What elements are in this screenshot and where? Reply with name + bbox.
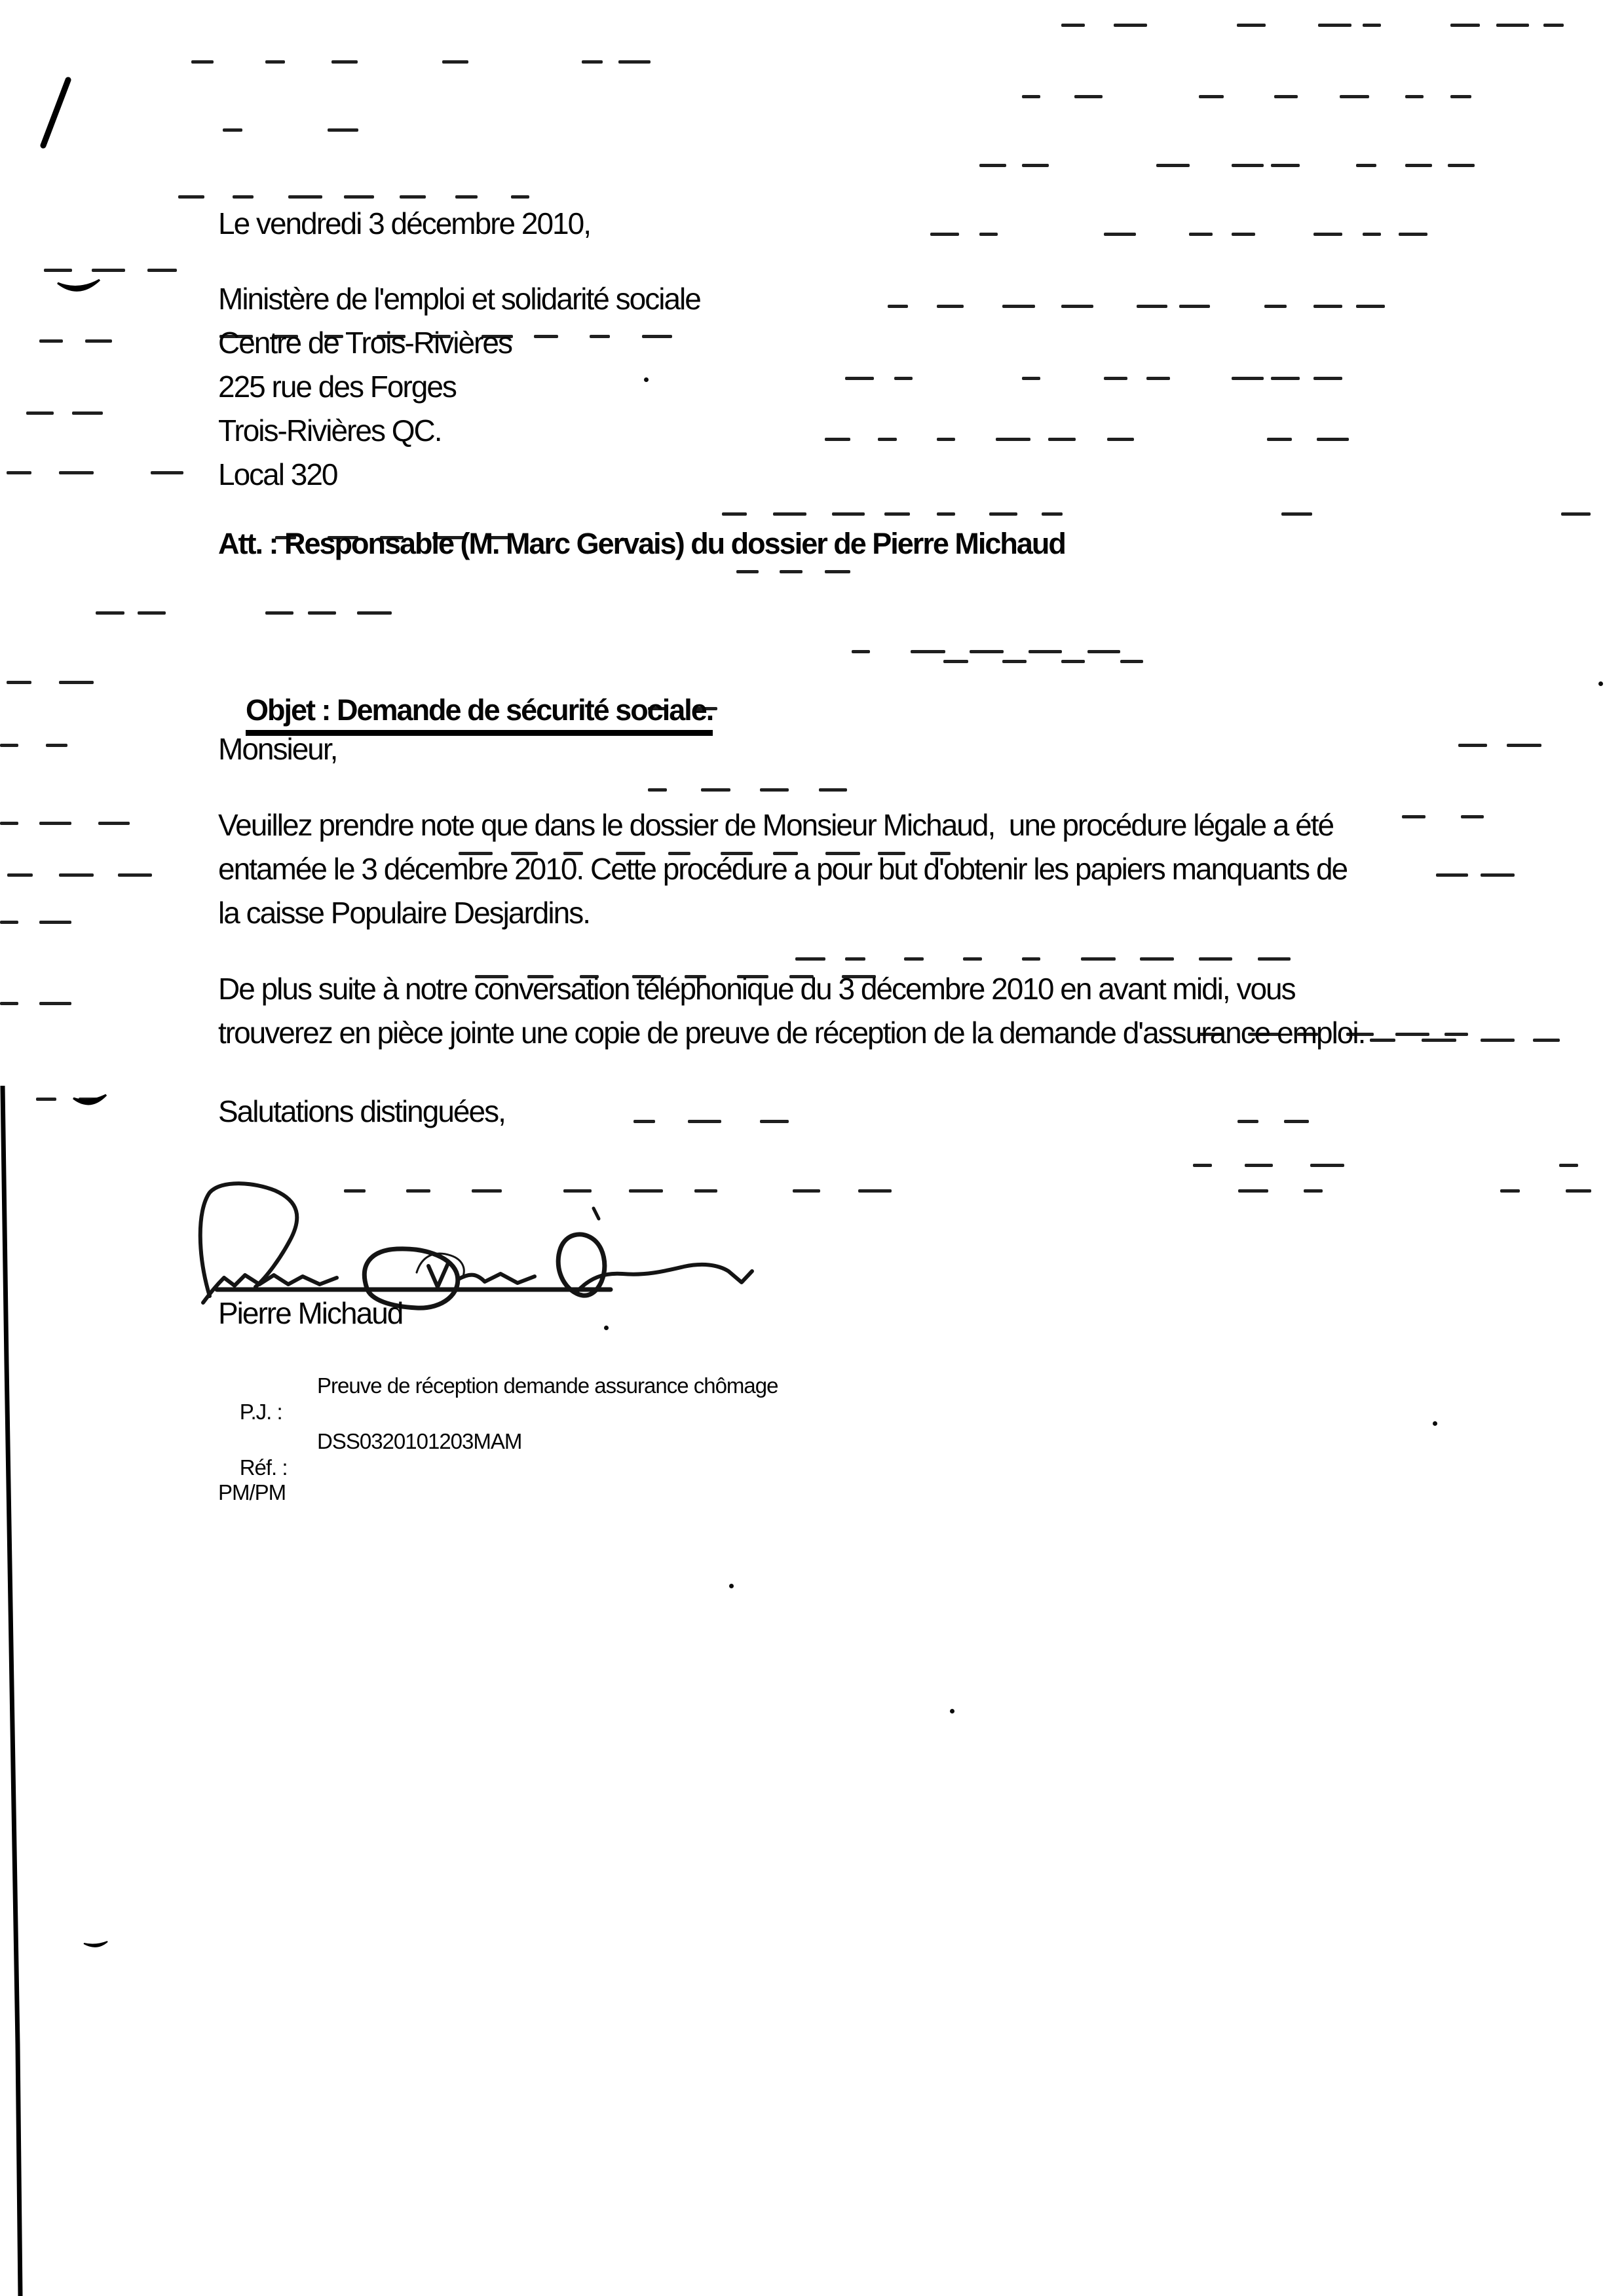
scan-dash [44,269,72,272]
scan-dash [760,788,789,792]
scan-dash [79,1098,99,1101]
scan-dash [1264,305,1287,308]
scan-dash [819,788,847,792]
scan-dash [858,1189,892,1193]
scan-dash [937,512,955,516]
scan-dash [1232,164,1264,167]
scan-dash [1281,512,1312,516]
scan-dash [1061,24,1085,27]
reference-label: Réf. : [239,1455,288,1480]
scan-dash [1193,1164,1212,1167]
scan-dash [1533,1039,1560,1042]
scan-dash [1566,1189,1591,1193]
scan-dash [832,512,865,516]
scan-dash [773,512,806,516]
scan-dash [72,411,103,415]
scan-dash [1179,305,1210,308]
scan-dash [825,570,850,573]
scan-dash [328,128,358,132]
scan-dash [1002,305,1035,308]
scan-dash [937,438,955,441]
scan-dash [344,195,374,199]
scan-dash [223,128,242,132]
recipient-line-street: 225 rue des Forges [218,370,456,404]
scan-dash [904,957,924,961]
scan-dash [1258,957,1291,961]
scan-dash [1022,164,1049,167]
scan-dash [308,611,336,615]
scan-dash [118,873,152,877]
scan-dash [1271,377,1300,380]
scan-dash [989,512,1017,516]
scan-dash [1304,1189,1323,1193]
recipient-address [218,277,700,497]
subject-line-text: Objet : Demande de sécurité sociale. [246,693,713,736]
scan-dash [98,822,130,825]
scan-dash [96,611,124,615]
scan-dash [344,1189,366,1193]
scan-dash [793,1189,820,1193]
scan-dash [1284,1120,1309,1123]
scan-dash [331,60,358,64]
scan-dash [1114,24,1147,27]
scan-dash [39,921,71,924]
scan-dash [979,164,1006,167]
scan-dash [760,1120,789,1123]
body-paragraph-1 [218,803,1347,935]
scan-dash [1104,377,1127,380]
scan-dash [1199,95,1224,98]
scan-dash [1507,744,1541,747]
scan-dot [950,1709,954,1713]
scan-dash [979,233,998,236]
scan-dash [1318,24,1351,27]
scan-dash [1313,377,1342,380]
scan-dash [59,681,94,684]
scan-dash [1104,233,1136,236]
scan-dash [1313,233,1342,236]
scan-dash [1461,815,1484,818]
scan-dash [1238,1189,1268,1193]
scan-dash [1022,377,1040,380]
scan-dash [963,957,982,961]
scan-dash [884,512,910,516]
scan-dash [455,195,478,199]
scan-dot [729,1584,734,1588]
scan-dash [357,611,392,615]
scan-dash [582,60,603,64]
scan-dash [1370,1039,1395,1042]
scan-dash [1405,95,1424,98]
scan-dash [0,822,18,825]
attention-line: Att. : Responsable (M. Marc Gervais) du dossier de Pierre Michaud [218,527,1065,560]
scan-dash [288,195,322,199]
scan-dash [1199,957,1232,961]
scan-dash [1120,660,1143,663]
scan-dash [878,438,897,441]
scan-dash [0,921,18,924]
scan-dash [36,1098,56,1101]
date-line: Le vendredi 3 décembre 2010, [218,206,590,240]
scan-dash [1061,305,1093,308]
scan-dash [943,660,968,663]
scan-dash [845,377,874,380]
closing-line: Salutations distinguées, [218,1094,505,1128]
scan-dash [265,60,285,64]
scan-dash [1450,24,1480,27]
scan-dash [970,650,1004,653]
scan-dash [629,1189,663,1193]
paragraph-line: la caisse Populaire Desjardins. [218,896,590,930]
scan-dash [1448,164,1475,167]
scan-dash [178,195,204,199]
scan-dash [1436,873,1468,877]
scan-dash [1074,95,1103,98]
scan-dash [1310,1164,1344,1167]
scan-dash [7,471,31,474]
scan-dash [1029,650,1062,653]
scan-dash [888,305,908,308]
typist-initials: PM/PM [218,1480,286,1504]
scan-dash [1081,957,1116,961]
scan-dash [930,233,959,236]
paragraph-line: trouverez en pièce jointe une copie de preuve de réception de la demande d'assurance emploi. [218,1016,1365,1050]
paragraph-line: De plus suite à notre conversation téléphonique du 3 décembre 2010 en avant midi, vous [218,972,1295,1006]
scan-dash [511,195,529,199]
scan-dash [1137,305,1167,308]
scan-dash [1042,512,1063,516]
scan-dash [996,438,1030,441]
scan-dash [472,1189,502,1193]
scan-dash [1245,1164,1273,1167]
scan-dash [780,570,803,573]
scan-dash [1232,233,1255,236]
salutation: Monsieur, [218,732,337,766]
scan-dash [894,377,913,380]
scan-dash [7,681,31,684]
scan-dash [0,1002,18,1005]
scan-dash [406,1189,430,1193]
scan-dash [1356,305,1385,308]
scan-dash [688,1120,721,1123]
scan-dash [1458,744,1487,747]
scan-dash [39,339,63,343]
scan-dash [1156,164,1190,167]
scan-dash [1271,164,1300,167]
scan-dash [618,60,651,64]
scan-dash [1363,24,1381,27]
scan-dash [92,269,125,272]
scan-dash [85,339,112,343]
scan-dash [701,788,730,792]
scan-dash [845,957,865,961]
scan-dash [191,60,214,64]
scan-dash [1048,438,1076,441]
scan-dash [1399,233,1427,236]
scan-dash [1022,957,1040,961]
scan-dash [1317,438,1349,441]
scan-dash [1450,95,1471,98]
scan-dot [1598,681,1603,686]
recipient-line-ministry: Ministère de l'emploi et solidarité sociale [218,282,700,316]
scan-dash [0,744,18,747]
paragraph-line: entamée le 3 décembre 2010. Cette procédure a pour but d'obtenir les papiers manquants de [218,852,1348,886]
scan-dash [46,744,67,747]
scan-dash [795,957,825,961]
scan-dash [937,305,964,308]
recipient-line-centre: Centre de Trois-Rivières [218,326,512,360]
scan-dash [7,873,33,877]
scan-dash [147,269,177,272]
scan-dash [1232,377,1264,380]
scan-dash [1267,438,1292,441]
recipient-line-local: Local 320 [218,457,337,491]
scan-dash [633,1120,655,1123]
scan-dash [1481,1039,1515,1042]
scan-dash [1237,24,1266,27]
scan-dash [1559,1164,1578,1167]
enclosure-value: Preuve de réception demande assurance chômage [317,1373,778,1398]
scan-dash [265,611,293,615]
scan-dash [1237,1120,1258,1123]
scan-dot [604,1326,609,1330]
scan-dash [59,471,94,474]
scan-dash [722,512,747,516]
scan-dash [1405,164,1432,167]
scan-dash [1561,512,1591,516]
scan-dash [1356,164,1376,167]
scan-dot [1433,1421,1437,1426]
scan-dash [1002,660,1027,663]
scan-dash [694,1189,717,1193]
scan-dash [1189,233,1213,236]
scan-dash [233,195,254,199]
enclosure-label: P.J. : [239,1400,282,1424]
scan-dash [1274,95,1298,98]
scan-dash [1402,815,1426,818]
scan-dash [1481,873,1515,877]
scan-dash [648,788,667,792]
scan-dash [852,650,870,653]
recipient-line-city: Trois-Rivières QC. [218,413,442,448]
scan-dash [1496,24,1529,27]
scan-dash [825,438,850,441]
paragraph-line: Veuillez prendre note que dans le dossier de Monsieur Michaud, une procédure légale a été [218,808,1334,842]
scan-dash [442,60,468,64]
scan-dash [151,471,183,474]
scan-dash [1107,438,1134,441]
scan-dash [59,873,94,877]
scan-dash [911,650,945,653]
scan-dash [26,411,54,415]
scan-dash [1363,233,1381,236]
scan-dash [1313,305,1342,308]
scan-dash [1500,1189,1520,1193]
scan-dash [1543,24,1564,27]
signer-name: Pierre Michaud [218,1296,403,1330]
scan-dash [1087,650,1120,653]
scan-dash [39,822,71,825]
body-paragraph-2 [218,967,1365,1055]
scan-dash [138,611,166,615]
scan-dash [1340,95,1369,98]
scan-dash [1022,95,1040,98]
scan-dash [39,1002,71,1005]
scan-dash [1146,377,1170,380]
scan-dash [736,570,759,573]
scan-dash [400,195,426,199]
scan-dash [1395,1033,1429,1036]
reference-value: DSS0320101203MAM [317,1429,522,1453]
scan-dash [1061,660,1085,663]
scan-dash [1422,1039,1456,1042]
scan-dash [563,1189,592,1193]
scan-dash [1140,957,1174,961]
scan-dash [1445,1033,1468,1036]
